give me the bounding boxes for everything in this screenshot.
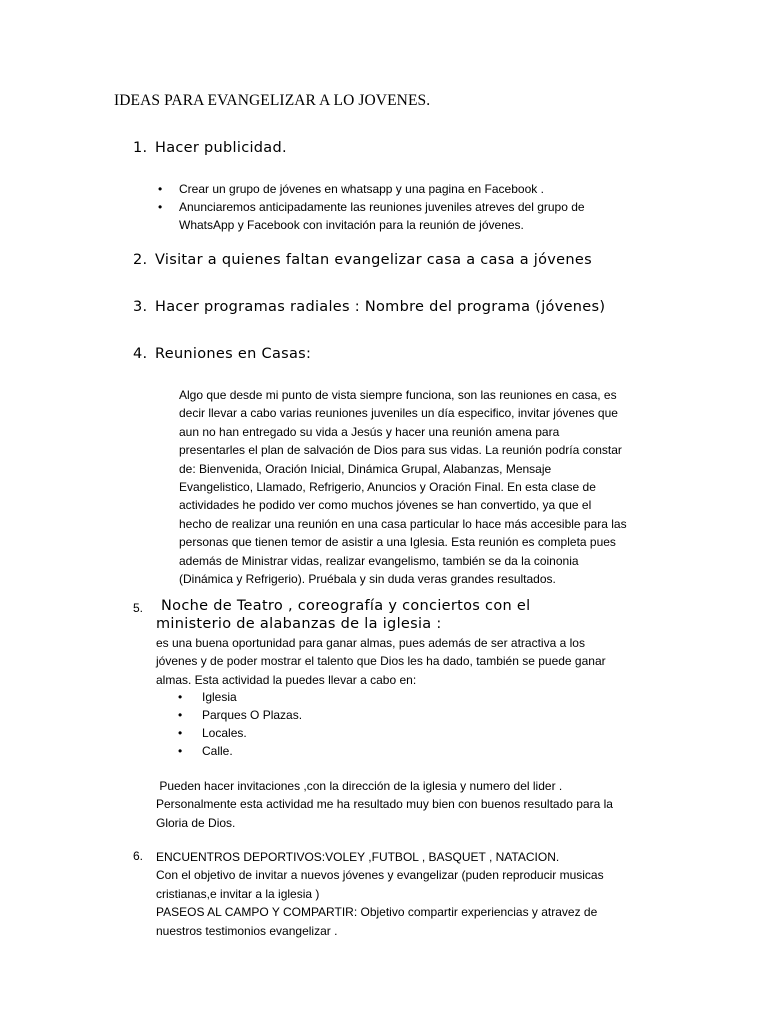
- paragraph-line: PASEOS AL CAMPO Y COMPARTIR: Objetivo compartir experiencias y atravez de: [156, 905, 598, 920]
- bullet-icon: •: [158, 182, 163, 196]
- bullet-icon: •: [178, 690, 183, 704]
- paragraph-line: Gloria de Dios.: [156, 815, 236, 830]
- bullet-text: [179, 198, 585, 235]
- section-4-number: 4.: [133, 346, 148, 362]
- section-3-number: 3.: [133, 299, 148, 315]
- section-5-intro: [156, 634, 606, 689]
- paragraph-line: Algo que desde mi punto de vista siempre funciona, son las reuniones en casa, es: [179, 388, 617, 402]
- bullet-line: Anunciaremos anticipadamente las reuniones juveniles atreves del grupo de: [179, 200, 585, 214]
- section-3-heading: [133, 299, 605, 315]
- document-title: IDEAS PARA EVANGELIZAR A LO JOVENES.: [114, 92, 431, 109]
- paragraph-line: Evangelistico, Llamado, Refrigerio, Anuncios y Oración Final. En esta clase de: [179, 480, 596, 495]
- bullet-icon: •: [178, 708, 183, 722]
- bullet-text: Crear un grupo de jóvenes en whatsapp y una pagina en Facebook .: [179, 182, 544, 196]
- paragraph-line: es una buena oportunidad para ganar almas, pues además de ser atractiva a los: [156, 636, 585, 650]
- paragraph-line: actividades he podido ver como muchos jóvenes se han convertido, ya que el: [179, 498, 592, 513]
- section-5-heading: [161, 598, 530, 614]
- bullet-icon: •: [178, 744, 183, 758]
- paragraph-line: ENCUENTROS DEPORTIVOS:VOLEY ,FUTBOL , BASQUET , NATACION.: [156, 850, 560, 864]
- section-4-heading: [133, 346, 311, 362]
- section-2-heading: [133, 252, 592, 268]
- paragraph-line: de: Bienvenida, Oración Inicial, Dinámica Grupal, Alabanzas, Mensaje: [179, 461, 552, 476]
- section-1-title: Hacer publicidad.: [155, 140, 287, 156]
- bullet-text: Locales.: [202, 726, 247, 740]
- paragraph-line: además de Ministrar vidas, realizar evangelismo, también se da la coinonia: [179, 553, 579, 568]
- paragraph-line: hecho de realizar una reunión en una casa particular lo hace más accesible para las: [179, 516, 627, 531]
- section-5-heading-cont: [156, 616, 442, 632]
- section-4-title: Reuniones en Casas:: [155, 346, 312, 362]
- bullet-icon: •: [158, 200, 163, 214]
- section-6-body: [156, 848, 604, 940]
- section-3-title: Hacer programas radiales : Nombre del programa (jóvenes): [155, 299, 606, 315]
- paragraph-line: nuestros testimonios evangelizar .: [156, 923, 338, 938]
- paragraph-line: Personalmente esta actividad me ha resultado muy bien con buenos resultado para la: [156, 797, 613, 812]
- paragraph-line: (Dinámica y Refrigerio). Pruébala y sin duda veras grandes resultados.: [179, 572, 556, 587]
- paragraph-line: aun no han entregado su vida a Jesús y hacer una reunión amena para: [179, 424, 560, 439]
- bullet-text: Iglesia: [202, 690, 237, 704]
- section-2-title: Visitar a quienes faltan evangelizar casa a casa a jóvenes: [155, 252, 592, 268]
- section-2-number: 2.: [133, 252, 148, 268]
- paragraph-line: jóvenes y de poder mostrar el talento que Dios les ha dado, también se puede ganar: [156, 654, 606, 669]
- paragraph-line: personas que tienen temor de asistir a una Iglesia. Esta reunión es completa pues: [179, 535, 616, 550]
- section-1-heading: [133, 140, 287, 156]
- section-6-number: 6.: [133, 849, 144, 863]
- paragraph-line: Con el objetivo de invitar a nuevos jóvenes y evangelizar (puden reproducir musicas: [156, 868, 604, 883]
- paragraph-line: decir llevar a cabo varias reuniones juveniles un día especifico, invitar jóvenes que: [179, 406, 618, 421]
- section-4-paragraph: [179, 386, 627, 588]
- section-1-number: 1.: [133, 140, 148, 156]
- bullet-text: Calle.: [202, 744, 233, 758]
- paragraph-line: cristianas,e invitar a la iglesia ): [156, 886, 320, 901]
- section-5-title-line-1: Noche de Teatro , coreografía y conciertos con el: [161, 598, 531, 614]
- section-5-title-line-2: ministerio de alabanzas de la iglesia :: [156, 616, 442, 632]
- bullet-icon: •: [178, 726, 183, 740]
- section-5-number: 5.: [133, 601, 144, 615]
- section-5-outro: [156, 777, 613, 832]
- bullet-line: WhatsApp y Facebook con invitación para la reunión de jóvenes.: [179, 218, 524, 233]
- paragraph-line: presentarles el plan de salvación de Dios para sus vidas. La reunión podría constar: [179, 443, 622, 458]
- paragraph-line: almas. Esta actividad la puedes llevar a cabo en:: [156, 672, 417, 687]
- bullet-text: Parques O Plazas.: [202, 708, 303, 722]
- paragraph-line: Pueden hacer invitaciones ,con la dirección de la iglesia y numero del lider .: [156, 779, 563, 793]
